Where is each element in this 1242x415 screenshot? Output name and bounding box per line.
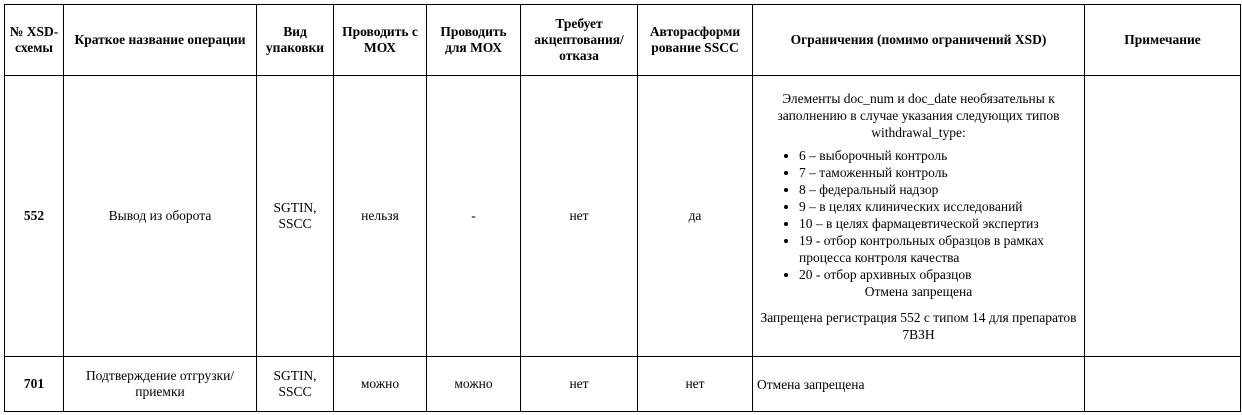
table-row xyxy=(5,357,1241,412)
list-item: • 6 – выборочный контроль xyxy=(799,147,1080,164)
table-row xyxy=(5,76,1241,357)
header-package: Вид упаковки xyxy=(257,5,334,76)
remark-cell xyxy=(1085,76,1241,357)
package-type: SGTIN, SSCC xyxy=(257,357,334,412)
package-type: SGTIN, SSCC xyxy=(257,76,334,357)
header-with-mox: Проводить с МОХ xyxy=(334,5,427,76)
list-item: • 8 – федеральный надзор xyxy=(799,181,1080,198)
with-mox-value: можно xyxy=(334,357,427,412)
list-item: • 20 - отбор архивных образцов xyxy=(799,266,1080,283)
header-remark: Примечание xyxy=(1085,5,1241,76)
restrictions-intro: Элементы doc_num и doc_date необязательны к заполнению в случае указания следующих типов withdrawal_type: xyxy=(777,90,1060,140)
for-mox-value: - xyxy=(427,76,521,357)
header-for-mox: Проводить для МОХ xyxy=(427,5,521,76)
restrictions-cell: Отмена запрещена xyxy=(753,357,1085,412)
xsd-number: 552 xyxy=(5,76,64,357)
list-item: • 7 – таможенный контроль xyxy=(799,164,1080,181)
list-item: • 10 – в целях фармацевтической экспертиз xyxy=(799,215,1080,232)
header-restrictions: Ограничения (помимо ограничений XSD) xyxy=(753,5,1085,76)
operation-name: Вывод из оборота xyxy=(64,76,257,357)
list-item: • 19 - отбор контрольных образцов в рамках процесса контроля качества xyxy=(799,232,1080,266)
withdrawal-type-list xyxy=(757,147,1080,283)
operation-name: Подтверждение отгрузки/приемки xyxy=(64,357,257,412)
operations-table xyxy=(4,4,1241,412)
header-name: Краткое название операции xyxy=(64,5,257,76)
list-item: • 9 – в целях клинических исследований xyxy=(799,198,1080,215)
acceptance-value: нет xyxy=(521,76,638,357)
header-row xyxy=(5,5,1241,76)
restrictions-cell xyxy=(753,76,1085,357)
auto-sscc-value: нет xyxy=(638,357,753,412)
acceptance-value: нет xyxy=(521,357,638,412)
with-mox-value: нельзя xyxy=(334,76,427,357)
xsd-number: 701 xyxy=(5,357,64,412)
restrictions-note: Запрещена регистрация 552 с типом 14 для препаратов 7ВЗН xyxy=(760,309,1077,342)
remark-cell xyxy=(1085,357,1241,412)
header-xsd: № XSD-схемы xyxy=(5,5,64,76)
restrictions-cancel: Отмена запрещена xyxy=(864,283,973,299)
for-mox-value: можно xyxy=(427,357,521,412)
header-acceptance: Требует акцептования/ отказа xyxy=(521,5,638,76)
header-auto-sscc: Авторасформи рование SSCC xyxy=(638,5,753,76)
auto-sscc-value: да xyxy=(638,76,753,357)
